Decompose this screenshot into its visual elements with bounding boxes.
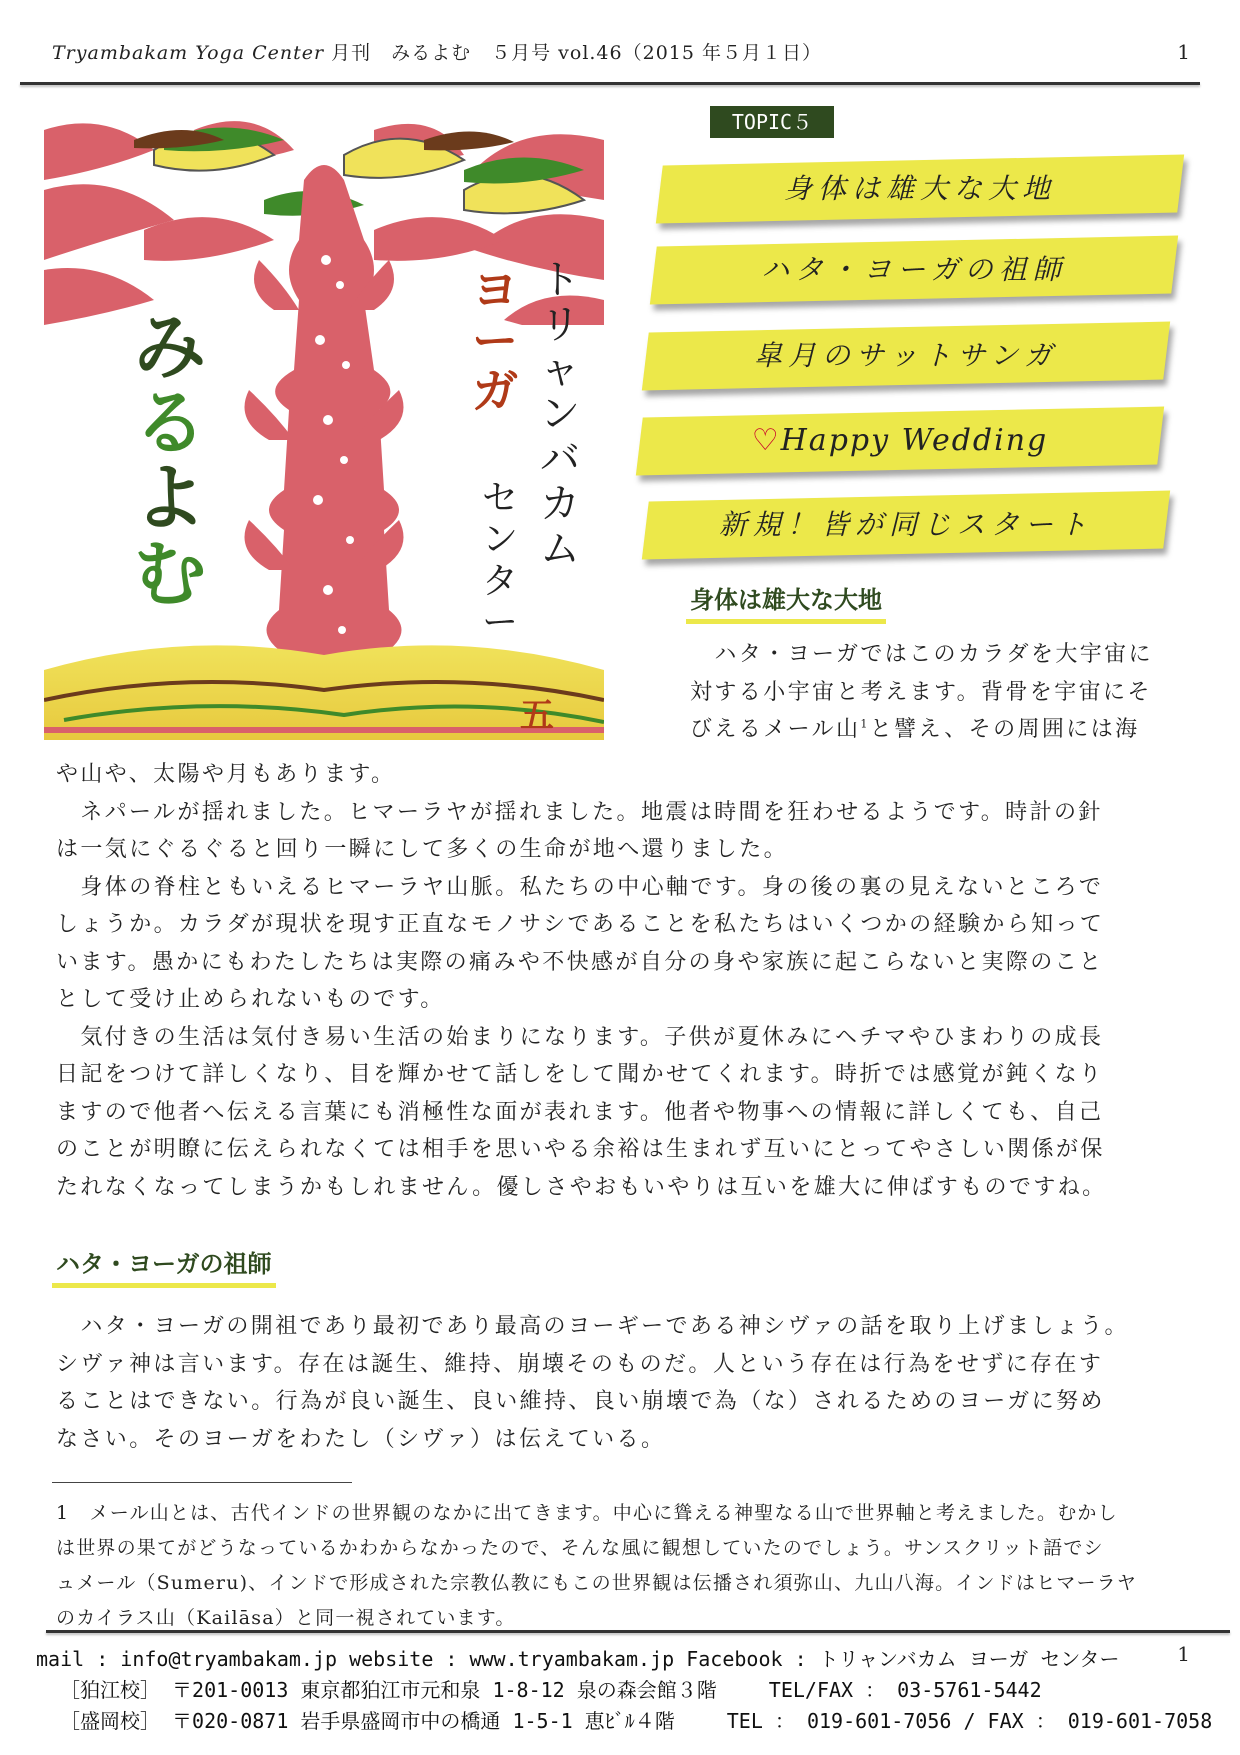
text-line: しょうか。カラダが現状を現す正直なモノサシであることを私たちはいくつかの経験から知って bbox=[56, 912, 1105, 937]
topic-tag: TOPIC５ bbox=[710, 106, 834, 138]
masthead-title-char: よ bbox=[133, 456, 206, 541]
topic-banner-label bbox=[640, 412, 1160, 470]
tree-illustration bbox=[44, 110, 604, 740]
masthead-title-char: む bbox=[133, 531, 206, 616]
text-line: 日記をつけて詳しくなり、目を輝かせて話しをして聞かせてくれます。時折では感覚が鈍くなり bbox=[56, 1062, 1104, 1087]
masthead-center-char: ト bbox=[540, 257, 580, 303]
cover-artwork bbox=[44, 110, 604, 740]
section-heading: ハタ・ヨーガの祖師 bbox=[52, 1244, 276, 1288]
text-line: のことが明瞭に伝えられなくては相手を思いやる余裕は生まれず互いにとってやさしい関係が保 bbox=[56, 1137, 1105, 1162]
masthead-center-name-2 bbox=[465, 265, 525, 417]
text-line: ますので他者へ伝える言葉にも消極性な面が表れます。他者や物事への情報に詳しくても、自己 bbox=[56, 1099, 1104, 1125]
header-issue: 月刊 みるよむ ５月号 vol.46（2015 年５月１日） bbox=[324, 42, 823, 64]
topic-banner[interactable] bbox=[646, 496, 1166, 554]
masthead-center-char: ー bbox=[481, 602, 518, 644]
footnote-line: は世界の果てがどうなっているかわからなかったので、そんな風に観想していたのでしょう。サンスクリット語でシ bbox=[56, 1537, 1104, 1559]
masthead-title bbox=[130, 305, 210, 616]
footer-contact: mail : info@tryambakam.jp website : www.tryambakam.jp Facebook : トリャンバカム ヨーガ センター bbox=[36, 1647, 1120, 1671]
header-page-number: 1 bbox=[1177, 40, 1190, 64]
text-line: います。愚かにもわたしたちは実際の痛みや不快感が自分の身や家族に起こらないと実際のこと bbox=[56, 949, 1104, 975]
masthead-title-char: み bbox=[133, 305, 206, 389]
section-heading: 身体は雄大な大地 bbox=[686, 580, 886, 624]
footer-branch-komae: ［狛江校］ 〒201-0013 東京都狛江市元和泉 1-8-12 泉の森会館３階 TEL/FAX ： 03-5761-5442 bbox=[60, 1678, 1042, 1702]
text-line: ハタ・ヨーガではこのカラダを大宇宙に bbox=[690, 642, 1153, 667]
masthead-center-char: タ bbox=[481, 560, 518, 602]
masthead-center-char: カ bbox=[540, 480, 580, 527]
footnote-rule bbox=[52, 1482, 352, 1483]
text-line: 気付きの生活は気付き易い生活の始まりになります。子供が夏休みにヘチマやひまわりの成長 bbox=[56, 1024, 1104, 1050]
header-title bbox=[52, 38, 822, 65]
masthead-center-char: ム bbox=[540, 525, 580, 572]
header-brand: Tryambakam Yoga Center bbox=[52, 42, 325, 64]
masthead-center-char: セ bbox=[481, 478, 518, 519]
section1-column-text bbox=[690, 636, 1210, 749]
topic-banner-label: 身体は雄大な大地 bbox=[783, 172, 1056, 205]
text-line: ネパールが揺れました。ヒマーラヤが揺れました。地震は時間を狂わせるようです。時計の針 bbox=[56, 799, 1103, 825]
text-line: シヴァ神は言います。存在は誕生、維持、崩壊そのものだ。人という存在は行為をせずに存在す bbox=[56, 1351, 1104, 1377]
text-line: ることはできない。行為が良い誕生、良い維持、良い崩壊で為（な）されるためのヨーガに努め bbox=[56, 1389, 1105, 1414]
header-rule bbox=[20, 82, 1200, 85]
topic-banner-text: Happy Wedding bbox=[780, 423, 1049, 458]
text-line bbox=[690, 711, 1210, 749]
footnote-line: のカイラス山（Kailāsa）と同一視されています。 bbox=[56, 1607, 516, 1629]
text-line: ハタ・ヨーガの開祖であり最初であり最高のヨーギーである神シヴァの話を取り上げましょう。 bbox=[56, 1314, 1129, 1339]
masthead-center-char: ー bbox=[472, 313, 518, 368]
text-line: 対する小宇宙と考えます。背骨を宇宙にそ bbox=[690, 679, 1152, 705]
masthead-issue-kanji: 五 bbox=[520, 696, 554, 736]
masthead-center-char: ガ bbox=[472, 364, 518, 419]
footer-page-number: 1 bbox=[1177, 1642, 1190, 1666]
heart-icon: ♡ bbox=[751, 423, 781, 458]
text-span: と譬え、その周囲には海 bbox=[869, 717, 1140, 742]
masthead-center-char: リ bbox=[540, 301, 580, 348]
masthead-center-char: ャ bbox=[540, 346, 580, 393]
topic-banner[interactable] bbox=[660, 160, 1180, 218]
masthead-center-char: バ bbox=[540, 436, 580, 483]
footnote-line: 1 メール山とは、古代インドの世界観のなかに出てきます。中心に聳える神聖なる山で世界軸と考えました。むかし bbox=[56, 1502, 1118, 1524]
footnote-marker: 1 bbox=[860, 717, 870, 731]
text-line: や山や、太陽や月もあります。 bbox=[56, 762, 396, 787]
text-line: は一気にぐるぐると回り一瞬にして多くの生命が地へ還りました。 bbox=[56, 837, 789, 862]
topic-banner[interactable] bbox=[640, 412, 1160, 470]
topic-banner[interactable] bbox=[646, 327, 1166, 385]
footer-rule bbox=[46, 1630, 1230, 1633]
text-line: なさい。そのヨーガをわたし（シヴァ）は伝えている。 bbox=[56, 1426, 666, 1452]
masthead-center-char: ン bbox=[540, 391, 580, 438]
text-line: として受け止められないものです。 bbox=[56, 987, 445, 1012]
masthead-title-char: る bbox=[133, 380, 206, 465]
topic-banner-label: ハタ・ヨーガの祖師 bbox=[761, 253, 1067, 286]
footer-branch-morioka: ［盛岡校］ 〒020-0871 岩手県盛岡市中の橋通 1-5-1 恵ﾋﾞﾙ４階 TEL ： 019-601-7056 / FAX ： 019-601-7058 bbox=[60, 1709, 1213, 1733]
masthead-center-name-3 bbox=[475, 478, 525, 644]
footnote bbox=[56, 1496, 1234, 1636]
section1-body-text bbox=[56, 756, 1226, 1206]
text-line: たれなくなってしまうかもしれません。優しさやおもいやりは互いを雄大に伸ばすものですね。 bbox=[56, 1174, 1107, 1200]
topic-banner-label: 新規！皆が同じスタート bbox=[718, 508, 1093, 541]
text-span: びえるメール山 bbox=[690, 717, 861, 742]
section2-body-text bbox=[56, 1308, 1234, 1458]
masthead-center-char: ン bbox=[481, 519, 518, 561]
topic-banner[interactable] bbox=[654, 241, 1174, 299]
topic-banner-label: 皐月のサットサンガ bbox=[753, 339, 1059, 372]
masthead-center-name-1 bbox=[530, 258, 590, 572]
text-line: 身体の脊柱ともいえるヒマーラヤ山脈。私たちの中心軸です。身の後の裏の見えないところで bbox=[56, 874, 1104, 900]
masthead-center-char: ヨ bbox=[472, 263, 518, 317]
footnote-line: ュメール（Sumeru)、インドで形成された宗教仏教にもこの世界観は伝播され須弥山、九山八海。インドはヒマーラヤ bbox=[56, 1572, 1138, 1594]
